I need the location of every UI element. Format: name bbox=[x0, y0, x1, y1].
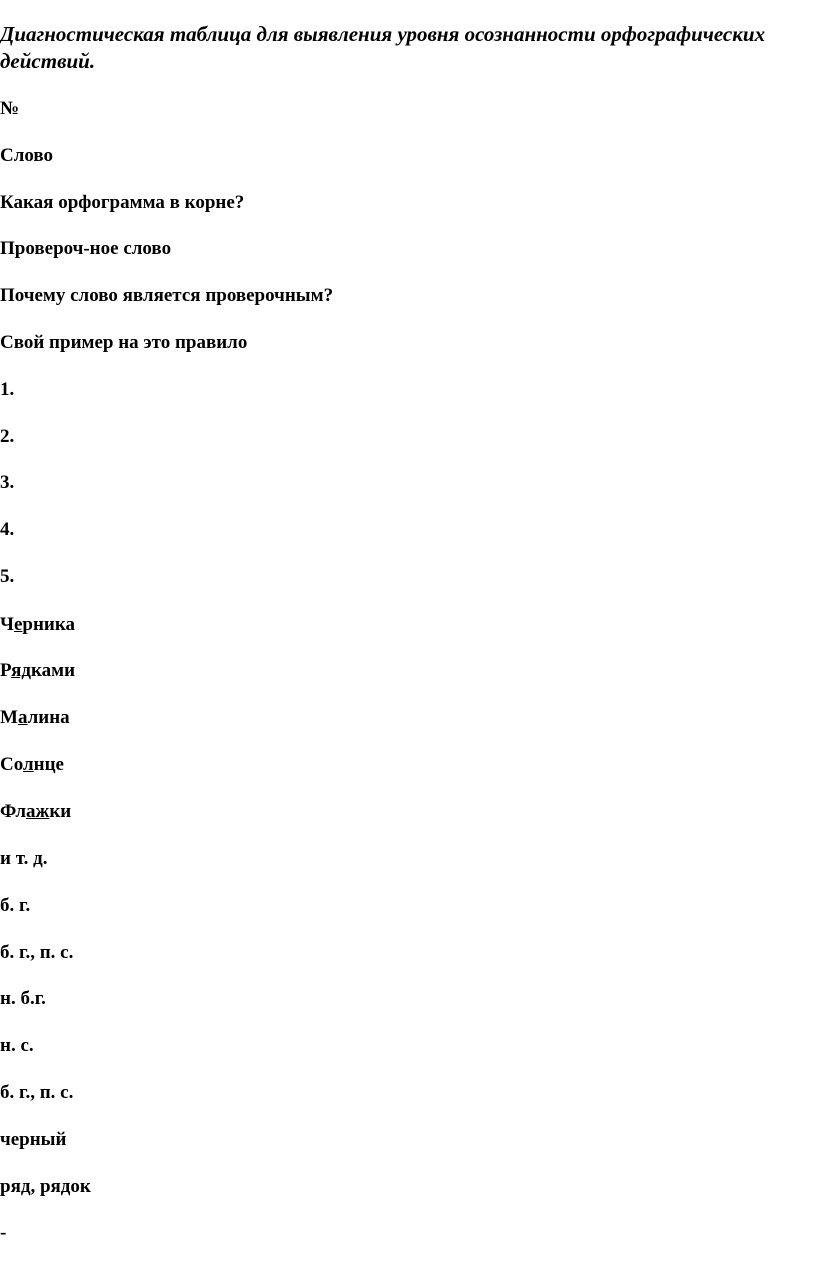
word-3 bbox=[0, 707, 70, 729]
word-3-underlined: а bbox=[17, 707, 28, 728]
header-word: Слово bbox=[0, 145, 54, 166]
orthogram-2: б. г., п. с. bbox=[0, 942, 74, 963]
word-2-underlined: яд bbox=[11, 660, 32, 681]
row-number-4: 4. bbox=[0, 519, 15, 540]
word-5-end: ки bbox=[49, 801, 72, 822]
etc-text: и т. д. bbox=[0, 848, 48, 869]
word-2 bbox=[0, 660, 75, 682]
word-2-start: Р bbox=[0, 660, 12, 681]
header-own-example: Свой пример на это правило bbox=[0, 332, 248, 353]
header-check-word: Провероч-ное слово bbox=[0, 238, 172, 259]
word-3-start: М bbox=[0, 707, 18, 728]
orthogram-4: н. с. bbox=[0, 1035, 34, 1056]
word-5-start: Фл bbox=[0, 801, 27, 822]
word-4-underlined: л bbox=[22, 754, 34, 775]
orthogram-5: б. г., п. с. bbox=[0, 1082, 74, 1103]
word-4 bbox=[0, 754, 64, 776]
word-1-end: рника bbox=[22, 614, 76, 635]
word-5-underlined: аж bbox=[26, 801, 50, 822]
check-word-1: черный bbox=[0, 1129, 67, 1150]
check-word-2: ряд, рядок bbox=[0, 1176, 91, 1197]
orthogram-3: н. б.г. bbox=[0, 988, 46, 1009]
word-4-start: Со bbox=[0, 754, 23, 775]
word-3-end: лина bbox=[27, 707, 70, 728]
row-number-2: 2. bbox=[0, 426, 15, 447]
document-title: Диагностическая таблица для выявления уровня осознанности орфографических действий. bbox=[0, 22, 766, 73]
word-2-end: ками bbox=[31, 660, 76, 681]
header-why: Почему слово является проверочным? bbox=[0, 285, 334, 306]
word-5 bbox=[0, 801, 71, 823]
row-number-5: 5. bbox=[0, 566, 15, 587]
orthogram-1: б. г. bbox=[0, 895, 31, 916]
row-number-1: 1. bbox=[0, 379, 15, 400]
word-1 bbox=[0, 614, 75, 636]
word-1-start: Ч bbox=[0, 614, 14, 635]
header-number: № bbox=[0, 98, 20, 119]
check-word-3: - bbox=[0, 1222, 7, 1243]
word-1-underlined: е bbox=[13, 614, 23, 635]
header-orthogram: Какая орфограмма в корне? bbox=[0, 192, 245, 213]
row-number-3: 3. bbox=[0, 472, 15, 493]
word-4-end: нце bbox=[33, 754, 64, 775]
